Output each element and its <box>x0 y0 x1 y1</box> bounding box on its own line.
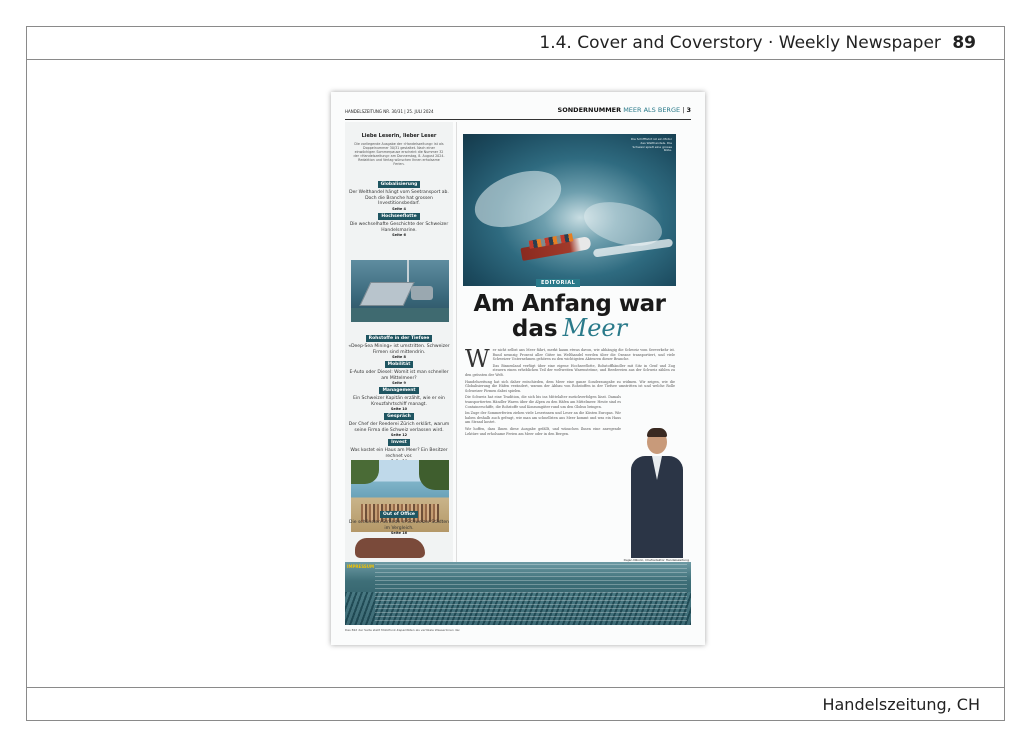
teaser-text: Ein Schweizer Kapitän erzählt, wie er ein Kreuzfahrtschiff managt. <box>353 396 445 407</box>
teaser-tag: Globalisierung <box>378 181 421 188</box>
editor-heading: Liebe Leserin, lieber Leser <box>361 133 437 139</box>
drop-cap: W <box>465 345 490 373</box>
teaser-tag: Gespräch <box>384 413 414 420</box>
teaser-page: Seite 16 <box>390 531 408 535</box>
masthead-rule <box>345 119 691 120</box>
teaser-tag: Management <box>379 387 418 394</box>
impressum-panel <box>345 562 691 625</box>
masthead-issue: HANDELSZEITUNG NR. 30/31 | 25. JULI 2024 <box>345 109 434 114</box>
teaser-text: Was kostet ein Haus am Meer? Ein Besitzer rechnet vor. <box>350 448 448 459</box>
hero-caption: Die Schifffahrt ist ein Motor des Welthandels. Die Schweiz spielt eine grosse Rolle. <box>630 137 672 153</box>
teaser-text: E-Auto oder Diesel: Womit ist man schneller am Mittelmeer? <box>349 370 449 381</box>
hero-ocean-photo <box>463 134 676 286</box>
teaser-tag: Out of Office <box>380 511 418 518</box>
teaser-text: «Deep-Sea Mining» ist umstritten. Schweizer Firmen sind mittendrin. <box>348 344 450 355</box>
editorial-tag: EDITORIAL <box>536 279 580 287</box>
teaser-page: Seite 8 <box>392 355 406 359</box>
slide-page-number: 89 <box>952 33 976 53</box>
newspaper-page-number: 3 <box>686 106 691 114</box>
rocks-illustration <box>355 538 425 558</box>
headline <box>463 292 676 343</box>
body-paragraph: Handelszeitung hat sich daher entschieden, dem Meer eine ganze Sonderausgabe zu widmen. Wir zeigen, wie die Globalisierung die Häfen verändert, warum der Abbau von Rohstoffen in der Tiefsee umstritten ist und welche Rolle Schweizer Firmen dabei spielen. <box>465 379 675 393</box>
headline-line-2-accent: Meer <box>562 314 628 342</box>
page-masthead <box>345 106 691 116</box>
teaser-tag: Hochseeflotte <box>378 213 419 220</box>
photo-mining-machine <box>359 282 414 306</box>
teaser-text: Die wechselhafte Geschichte der Schweizer Handelsmarine. <box>349 222 449 233</box>
author-caption: Dejan Nikolic, Chefredaktor Handelszeitung <box>623 558 689 562</box>
body-paragraph: Wir hoffen, dass Ihnen diese Ausgabe gefällt, und wünschen Ihnen eine anregende Lektüre und erholsame Ferien am Meer oder in den Bergen. <box>465 426 621 436</box>
teaser-tag: Rohstoffe in der Tiefsee <box>366 335 433 342</box>
portrait-hair <box>647 428 667 437</box>
impressum-label: IMPRESSUM <box>347 564 375 569</box>
photo-seabed <box>351 308 449 322</box>
body-paragraph: Im Zuge der Sommerferien ziehen viele Leserinnen und Leser an die Küsten Europas. Wir haben deshalb auch gefragt, wie man am schnellsten ans Meer kommt und was ein Haus am Strand kostet. <box>465 411 621 425</box>
teaser-page: Seite 6 <box>392 233 406 237</box>
teaser-page: Seite 12 <box>390 433 408 437</box>
body-paragraph: Das Binnenland verfügt über eine eigene Hochseeflotte, Rohstoffhändler mit Sitz in Genf und Zug steuern einen erheblichen Teil der weltweiten Warenströme, und Reedereien aus der Schweiz zählen zu den grössten der Welt. <box>465 363 675 377</box>
teaser-text: Der Chef der Reederei Zürich erklärt, warum seine Firma die Schweiz verlassen wird. <box>348 422 450 433</box>
photo-tree <box>351 460 379 484</box>
body-paragraph: er nicht selbst ans Meer fährt, merkt kaum etwas davon, wie abhängig die Schweiz vom Seeverkehr ist. Rund neunzig Prozent aller Güter im Welthandel werden über die Ozeane transportiert, und viele Schweizer Unternehmen gehören zu den wichtigsten Akteuren dieser Branche. <box>492 348 675 362</box>
photo-tree <box>419 460 449 490</box>
editor-note: Die vorliegende Ausgabe der «Handelszeitung» ist als Doppelnummer 30/31 gestaltet. Nach einer einwöchigen Sommerpause erscheint die Nummer 32 der «Handelszeitung» am Donnerstag, 8. August 2024. Redaktion und Verlag wünschen Ihnen erholsame Ferien. <box>353 142 445 166</box>
teaser-out-of-office <box>347 500 451 535</box>
sidebar-contents <box>345 122 453 562</box>
section-subtitle: MEER ALS BERGE <box>623 106 681 114</box>
teaser-hochseeflotte <box>347 202 451 237</box>
slide-header-title: 1.4. Cover and Coverstory · Weekly Newspaper <box>539 33 941 53</box>
newspaper-page <box>331 92 705 645</box>
slide-footer-source: Handelszeitung, CH <box>822 695 980 714</box>
headline-line-1: Am Anfang war <box>473 291 666 317</box>
slide-footer <box>27 687 1004 720</box>
teaser-invest <box>347 428 451 463</box>
deep-sea-mining-photo <box>351 260 449 322</box>
body-paragraph: Die Schweiz hat eine Tradition, die sich bis ins Mittelalter zurückverfolgen lässt. Damals transportierten Händler Waren über die Alpen zu den Häfen am Mittelmeer. Heute sind es Containerschiffe, die Rohstoffe und Konsumgüter rund um den Globus bringen. <box>465 395 621 409</box>
teaser-text: Der Welthandel hängt vom Seetransport ab. Doch die Branche hat grossen Investitionsbedarf. <box>349 190 449 206</box>
fineprint: Das Bild der Seite stellt Mobilfunk-Kapazitäten als vertikale Wasserlinien dar. <box>345 628 461 632</box>
teaser-page: Seite 4 <box>392 206 406 211</box>
section-separator: | <box>682 106 685 114</box>
panel-data-lines <box>375 564 687 622</box>
teaser-text: Die schönsten Strände in Schweizer Städten im Vergleich. <box>349 520 449 531</box>
teaser-tag: Invest <box>388 439 410 446</box>
teaser-page: Seite 9 <box>392 381 406 385</box>
section-keyword: SONDERNUMMER <box>557 106 622 114</box>
editorial-body <box>465 345 675 438</box>
teaser-tag: Mobilität <box>385 361 414 368</box>
slide-header <box>27 27 1004 60</box>
column-divider <box>456 122 457 562</box>
headline-line-2-prefix: das <box>511 316 558 342</box>
photo-mining-vehicle <box>411 286 433 300</box>
photo-wave-foam <box>467 160 569 238</box>
slide-header-text <box>539 33 976 53</box>
teaser-page: Seite 10 <box>390 407 408 411</box>
section-label <box>558 106 691 114</box>
author-portrait <box>625 426 689 558</box>
